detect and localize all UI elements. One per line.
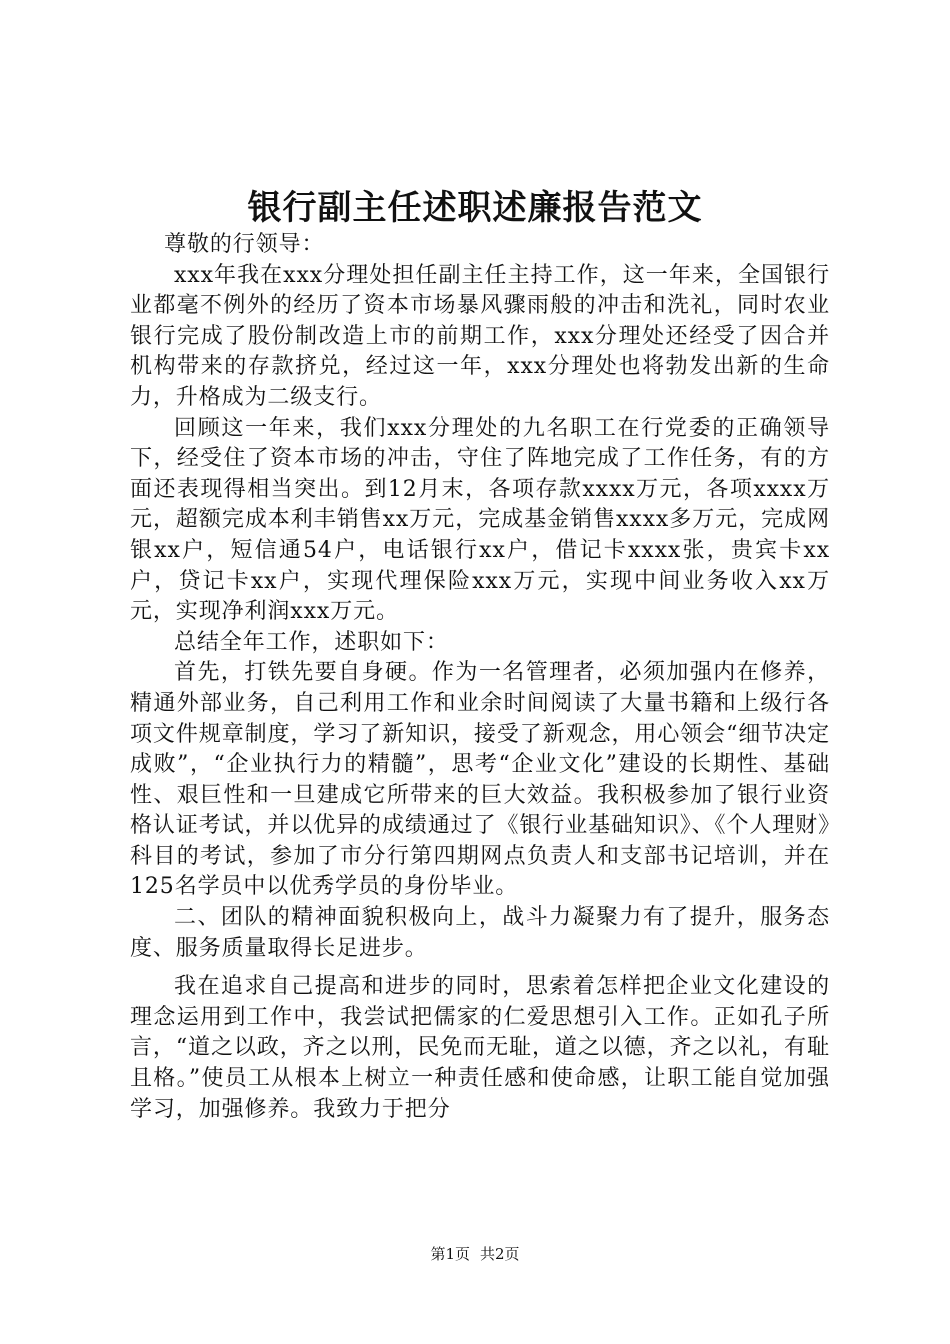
page-footer: [0, 1244, 950, 1264]
paragraph-self-improvement: 首先，打铁先要自身硬。作为一名管理者，必须加强内在修养，精通外部业务，自己利用工作和业余时间阅读了大量书籍和上级行各项文件规章制度，学习了新知识，接受了新观念，用心领会“细节决定成败”，“企业执行力的精髓”，思考“企业文化”建设的长期性、基础性、艰巨性和一旦建成它所带来的巨大效益。我积极参加了银行业资格认证考试，并以优异的成绩通过了《银行业基础知识》、《个人理财》科目的考试，参加了市分行第四期网点负责人和支部书记培训，并在125名学员中以优秀学员的身份毕业。: [130, 660, 830, 900]
salutation: 尊敬的行领导：: [164, 232, 325, 257]
paragraph-review: 回顾这一年来，我们xxx分理处的九名职工在行党委的正确领导下，经受住了资本市场的冲击，守住了阵地完成了工作任务，有的方面还表现得相当突出。到12月末，各项存款xxxx万元，各项xxxx万元，超额完成本利丰销售xx万元，完成基金销售xxxx多万元，完成网银xx户，短信通54户，电话银行xx户，借记卡xxxx张，贵宾卡xx户，贷记卡xx户，实现代理保险xxx万元，实现中间业务收入xx万元，实现净利润xxx万元。: [130, 415, 830, 625]
paragraph-culture: 我在追求自己提高和进步的同时，思索着怎样把企业文化建设的理念运用到工作中，我尝试把儒家的仁爱思想引入工作。正如孔子所言，“道之以政，齐之以刑，民免而无耻，道之以德，齐之以礼，有耻且格。”使员工从根本上树立一种责任感和使命感，让职工能自觉加强学习，加强修养。我致力于把分: [130, 974, 830, 1122]
page-number: 第1页: [430, 1245, 470, 1263]
paragraph-intro: xxx年我在xxx分理处担任副主任主持工作，这一年来，全国银行业都毫不例外的经历了资本市场暴风骤雨般的冲击和洗礼，同时农业银行完成了股份制改造上市的前期工作，xxx分理处还经受了因合并机构带来的存款挤兑，经过这一年，xxx分理处也将勃发出新的生命力，升格成为二级支行。: [130, 262, 830, 410]
page-total: 共2页: [480, 1245, 520, 1263]
document-body: [130, 230, 830, 1125]
paragraph-team-heading: 二、团队的精神面貌积极向上，战斗力凝聚力有了提升，服务态度、服务质量取得长足进步。: [130, 905, 830, 961]
document-title: 银行副主任述职述廉报告范文: [247, 188, 703, 228]
paragraph-summary-lead: 总结全年工作，述职如下：: [174, 629, 449, 655]
